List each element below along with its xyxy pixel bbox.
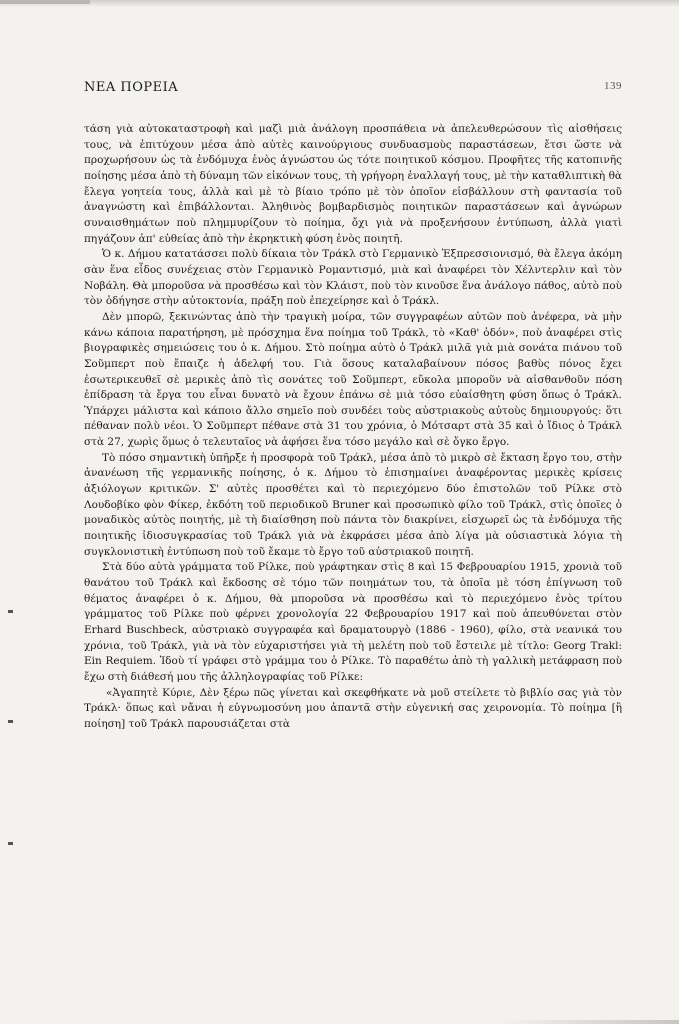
margin-mark bbox=[8, 720, 13, 723]
page-number: 139 bbox=[604, 80, 622, 92]
margin-mark bbox=[8, 842, 13, 845]
paragraph: τάση γιὰ αὐτοκαταστροφὴ καὶ μαζὶ μιὰ ἀνάλογη προσπάθεια νὰ ἀπελευθερώσουν τὶς αἰσθήσεις τους, νὰ ἐπιτύχουν μέσα ἀπὸ αὐτὲς καινούργιους συνδυασμοὺς παραστάσεων, ἔτσι ὥστε νὰ προχωρήσουν ὡς τὰ ἐνδόμυχα ἑνὸς ἀγνώστου ὡς τότε ποιητικοῦ κόσμου. Προφῆτες τῆς κατοπινῆς ποίησης μέσα ἀπὸ τὴ δύναμη τῶν εἰκόνων τους, τὴ γρήγορη ἐναλλαγή τους, μὲ τὴν καταθλιπτικὴ θὰ ἔλεγα γοητεία τους, ἀλλὰ καὶ μὲ τὸ βίαιο τρόπο μὲ τὸν ὁποῖον εἰσβάλλουν στὴ φαντασία τοῦ ἀναγνώστη καὶ ἐπιβάλλονται. Ἀληθινὸς βομβαρδισμὸς ποιητικῶν παραστάσεων καὶ ἀγνώρων συναισθημάτων ποὺ πλημμυρίζουν τὸ ποίημα, ὄχι γιὰ νὰ προξενήσουν ἐντύπωση, ἀλλὰ γιατὶ πηγάζουν ἀπ' εὐθείας ἀπὸ τὴν ἐκρηκτικὴ φύση ἑνὸς ποιητῆ. bbox=[84, 123, 622, 245]
scan-corner-mark bbox=[0, 0, 90, 4]
paragraph: Στὰ δύο αὐτὰ γράμματα τοῦ Ρίλκε, ποὺ γράφτηκαν στὶς 8 καὶ 15 Φεβρουαρίου 1915, χρονιὰ τοῦ θανάτου τοῦ Τράκλ καὶ ἔκδοσης σὲ τόμο τῶν ποιημάτων του, τὰ ὁποῖα μὲ τόση ἐπίγνωση τοῦ θέματος ἀναφέρει ὁ κ. Δήμου, θὰ μποροῦσα νὰ προσθέσω καὶ τὸ περιεχόμενο ἑνὸς τρίτου γράμματος τοῦ Ρίλκε ποὺ φέρνει χρονολογία 22 Φεβρουαρίου 1917 καὶ ποὺ ἀπευθύνεται στὸν Erhard Buschbeck, αὐστριακὸ συγγραφέα καὶ δραματουργὸ (1886 - 1960), φίλο, στὰ νεανικά του χρόνια, τοῦ Τράκλ, γιὰ νὰ τὸν εὐχαριστήσει γιὰ τὴ μελέτη ποὺ τοῦ ἔστειλε μὲ τίτλο: Georg Trakl: Ein Requiem. Ἰδοὺ τί γράφει στὸ γράμμα του ὁ Ρίλκε. Τὸ παραθέτω ἀπὸ τὴ γαλλικὴ μετάφραση ποὺ ἔχω στὴ διάθεσή μου τῆς ἀλληλογραφίας τοῦ Ρίλκε: bbox=[84, 561, 622, 683]
margin-mark bbox=[8, 610, 13, 613]
scan-edge-bottom bbox=[499, 1020, 679, 1024]
paragraph: Δὲν μπορῶ, ξεκινώντας ἀπὸ τὴν τραγικὴ μοίρα, τῶν συγγραφέων αὐτῶν ποὺ ἀνέφερα, νὰ μὴν κάνω κάποια παρατήρηση, μὲ πρόσχημα ἕνα ποίημα τοῦ Τράκλ, τὸ «Καθ' ὁδόν», ποὺ ἀναφέρει στὶς βιογραφικὲς σημειώσεις του ὁ κ. Δήμου. Στὸ ποίημα αὐτὸ ὁ Τράκλ μιλᾶ γιὰ μιὰ σονάτα πιάνου τοῦ Σοῦμπερτ ποὺ ἔπαιζε ἡ ἀδελφή του. Γιὰ ὅσους καταλαβαίνουν πόσος βαθὺς πόνος ἔχει ἐσωτερικευθεῖ σὲ μερικὲς ἀπὸ τὶς σονάτες τοῦ Σοῦμπερτ, εὔκολα μποροῦν νὰ αἰσθανθοῦν πόση ἐπίδραση τὰ ἔργα του εἶναι δυνατὸ νὰ ἔχουν ἐπάνω σὲ μιὰ τόσο εὐαίσθητη φύση ὅπως ὁ Τράκλ. Ὑπάρχει μάλιστα καὶ κάποιο ἄλλο σημεῖο ποὺ συνδέει τοὺς αὐστριακοὺς αὐτοὺς δημιουργούς: ὅτι πέθαναν πολὺ νέοι. Ὁ Σοῦμπερτ πέθανε στὰ 31 του χρόνια, ὁ Μότσαρτ στὰ 35 καὶ ὁ ἴδιος ὁ Τράκλ στὰ 27, χωρὶς ὅμως ὁ τελευταῖος νὰ ἀφήσει ἕνα τόσο μεγάλο καὶ σὲ ὄγκο ἔργο. bbox=[84, 310, 622, 449]
journal-title: ΝΕΑ ΠΟΡΕΙΑ bbox=[84, 80, 179, 95]
running-header bbox=[84, 80, 622, 100]
scan-edge-top bbox=[0, 0, 679, 7]
quotation-paragraph: «Ἀγαπητὲ Κύριε, Δὲν ξέρω πῶς γίνεται καὶ σκεφθήκατε νὰ μοῦ στείλετε τὸ βιβλίο σας γιὰ τὸν Τράκλ· ὅπως καὶ νἄναι ἡ εὐγνωμοσύνη μου ἀπαντᾶ στὴν εὐγενική σας χειρονομία. Τὸ ποίημα [ἢ ποίηση] τοῦ Τράκλ παρουσιάζεται στὰ bbox=[84, 686, 622, 730]
body-text bbox=[84, 122, 622, 733]
paragraph: Ὁ κ. Δήμου κατατάσσει πολὺ δίκαια τὸν Τράκλ στὸ Γερμανικὸ Ἐξπρεσσιονισμό, θὰ ἔλεγα ἀκόμη σὰν ἕνα εἶδος συνέχειας στὸν Γερμανικὸ Ρομαντισμό, μιὰ καὶ ἀναφέρει τὸν Χέλντερλιν καὶ τὸν Νοβάλη. Θὰ μποροῦσα νὰ προσθέσω καὶ τὸν Κλάιστ, ποὺ τὸν κινοῦσε ἕνα ἀνάλογο πάθος, αὐτὸ ποὺ τὸν ὁδήγησε στὴν αὐτοκτονία, πράξη ποὺ ἐπεχείρησε καὶ ὁ Τράκλ. bbox=[84, 248, 622, 308]
paragraph: Τὸ πόσο σημαντικὴ ὑπῆρξε ἡ προσφορὰ τοῦ Τράκλ, μέσα ἀπὸ τὸ μικρὸ σὲ ἔκταση ἔργο του, στὴν ἀνανέωση τῆς γερμανικῆς ποίησης, ὁ κ. Δήμου τὸ ἐπισημαίνει ἀναφέροντας μερικὲς κρίσεις ἀξιόλογων κριτικῶν. Σ' αὐτὲς προσθέτει καὶ τὸ περιεχόμενο δύο ἐπιστολῶν τοῦ Ρίλκε στὸ Λουδοβίκο φὸν Φίκερ, ἐκδότη τοῦ περιοδικοῦ Bruner καὶ προσωπικὸ φίλο τοῦ Τράκλ, στὶς ὁποῖες ὁ μοναδικὸς αὐτὸς ποιητής, μὲ τὴ διαίσθηση ποὺ πάντα τὸν διακρίνει, εἰσχωρεῖ ὡς τὰ ἐνδόμυχα τῆς ποιητικῆς ἰδιοσυγκρασίας τοῦ Τράκλ γιὰ νὰ ἐκφράσει μέσα ἀπὸ λίγα μὰ οὐσιαστικὰ λόγια τὴ συγκλονιστικὴ ἐντύπωση ποὺ τοῦ ἔκαμε τὸ ἔργο τοῦ αὐστριακοῦ ποιητῆ. bbox=[84, 451, 622, 558]
